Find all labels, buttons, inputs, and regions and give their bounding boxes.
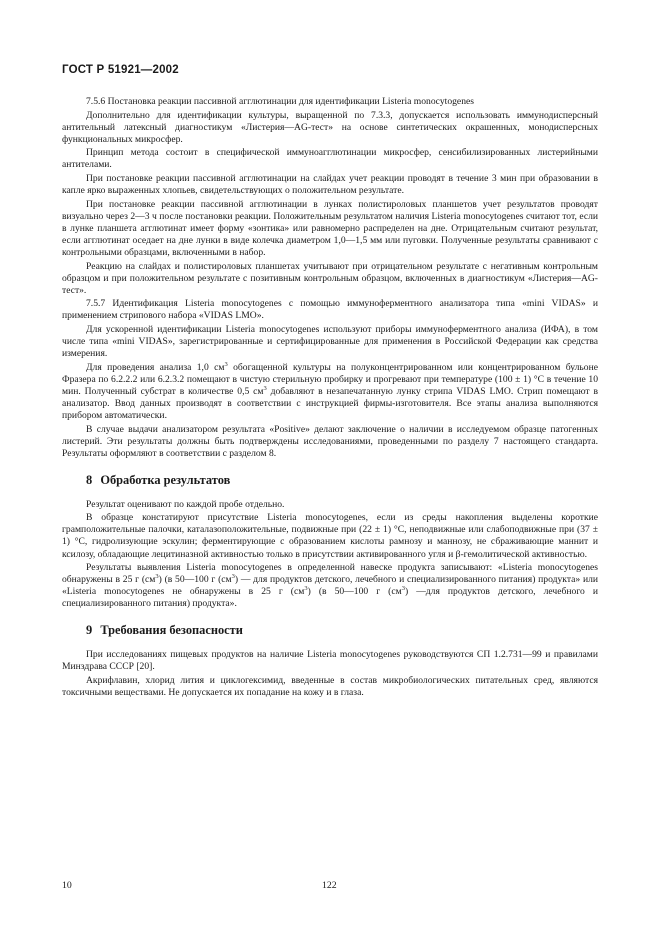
paragraph: 7.5.6 Постановка реакции пассивной агглютинации для идентификации Listeria monocytogenes xyxy=(86,96,474,107)
text-run: Результаты выявления Listeria monocytogenes в определенной навеске продукта записывают: «Listeria monocytogenes обнаружены в 25 г (см xyxy=(62,562,598,586)
section-number: 8 xyxy=(86,472,93,487)
paragraph: Результат оценивают по каждой пробе отдельно. xyxy=(86,498,285,510)
section-9-title xyxy=(86,624,598,636)
text-run: добавляют в незапечатанную лунку стрипа VIDAS LMO. Стрип помещают в анализатор. Ввод данных производят в соответствии с инструкцией фирмы-изготовителя. Все этапы анализа выполняются прибором автоматически. xyxy=(62,385,598,421)
paragraph: Для ускоренной идентификации Listeria monocytogenes используют приборы иммуноферментного анализа (ИФА), в том числе типа «mini VIDAS», зарегистрированные и сертифицированные для применения в Российской Федерации как средства измерения. xyxy=(62,324,598,360)
paragraph: 7.5.7 Идентификация Listeria monocytogenes с помощью иммуноферментного анализатора типа «mini VIDAS» и применением стрипового набора «VIDAS LMO». xyxy=(62,298,598,322)
superscript: 3 xyxy=(304,585,308,593)
paragraph-results xyxy=(62,562,598,610)
text-run: ) (в 50—100 г (см xyxy=(307,586,402,598)
paragraph: В образце констатируют присутствие Listeria monocytogenes, если из среды накопления выделены короткие грамположительные палочки, каталазоположительные, подвижные при (22 ± 1) °С, неподвижные или слабоподвижные при (37 ± 1) °С, гидролизующие эскулин; ферментирующие с образованием кислоты рамнозу и маннозу, не сбраживающие маннит и ксилозу, обладающие лецитиназной активностью только в присутствии активированного угля и β-гемолитической активностью. xyxy=(62,512,598,560)
section-title-text: Требования безопасности xyxy=(100,623,243,638)
superscript: 3 xyxy=(263,384,267,392)
paragraph-culture xyxy=(62,362,598,422)
text-run: ) — для продуктов детского, лечебного и специализированного питания) продукта» или «Listeria monocytogenes не обнаружены в 25 г (см xyxy=(62,574,598,598)
superscript: 3 xyxy=(224,360,228,368)
paragraph: Дополнительно для идентификации культуры, выращенной по 7.3.3, допускается использовать иммунодисперсный антительный латексный диагностикум «Листерия—AG-тест» на основе синтетических окрашенных, монодисперсных функциональных микросфер. xyxy=(62,109,598,145)
section-number: 9 xyxy=(86,623,93,638)
document-body xyxy=(62,96,598,701)
superscript: 3 xyxy=(155,573,159,581)
superscript: 3 xyxy=(401,585,405,593)
superscript: 3 xyxy=(231,573,235,581)
paragraph: При постановке реакции пассивной агглютинации на слайдах учет реакции проводят в течение 3 мин при образовании в капле ярко выраженных хлопьев, свидетельствующих о положительном результате. xyxy=(62,173,598,197)
paragraph: Акрифлавин, хлорид лития и циклогексимид, введенные в состав микробиологических питательных сред, являются токсичными веществами. Не допускается их попадание на кожу и в глаза. xyxy=(62,675,598,699)
paragraph: В случае выдачи анализатором результата «Positive» делают заключение о наличии в исследуемом образце патогенных листерий. Эти результаты должны быть подтверждены исследованиями, проведенными по разделу 7 настоящего стандарта. Результаты оформляют в соответствии с разделом 8. xyxy=(62,423,598,459)
page-number-center: 122 xyxy=(322,880,337,891)
section-8-title xyxy=(86,474,598,486)
paragraph: При исследованиях пищевых продуктов на наличие Listeria monocytogenes руководствуются СП 1.2.731—99 и правилами Минздрава СССР [20]. xyxy=(62,649,598,673)
text-run: ) —для продуктов детского, лечебного и специализированного питания) продукта». xyxy=(62,586,598,610)
text-run: ) (в 50—100 г (см xyxy=(158,574,232,586)
section-title-text: Обработка результатов xyxy=(100,472,231,487)
page-number-left: 10 xyxy=(62,880,72,891)
paragraph: Принцип метода состоит в специфической иммуноагглютинации микросфер, сенсибилизированных листерийными антителами. xyxy=(62,147,598,171)
paragraph: Реакцию на слайдах и полистироловых планшетах учитывают при отрицательном результате с негативным контрольным образцом и при положительном результате с позитивным контрольным образцом, включенных в диагностикум «Листерия—AG-тест». xyxy=(62,260,598,296)
document-header: ГОСТ Р 51921—2002 xyxy=(62,64,179,76)
text-run: обогащенной культуры на полуконцентрированном или концентрированном бульоне Фразера по 6.2.2.2 или 6.2.3.2 помещают в чистую стерильную пробирку и прогревают при температуре (100 ± 1) °С в течение 10 мин. Полученный субстрат в количестве 0,5 см xyxy=(62,361,598,397)
text-run: Для проведения анализа 1,0 см xyxy=(86,361,225,373)
paragraph: При постановке реакции пассивной агглютинации в лунках полистироловых планшетов учет результатов проводят визуально через 2—3 ч после постановки реакции. Положительным результатом наличия Listeria monocytogenes считают тот, если в лунке планшета агглютинат имеет форму «зонтика» или равномерно распределен на дне. Отрицательным считают результат, если агглютинат оседает на дне лунки в виде колечка диаметром 1,0—1,5 мм или пуговки. Полученные результаты сравнивают с контрольными образцами, включенными в набор. xyxy=(62,198,598,258)
